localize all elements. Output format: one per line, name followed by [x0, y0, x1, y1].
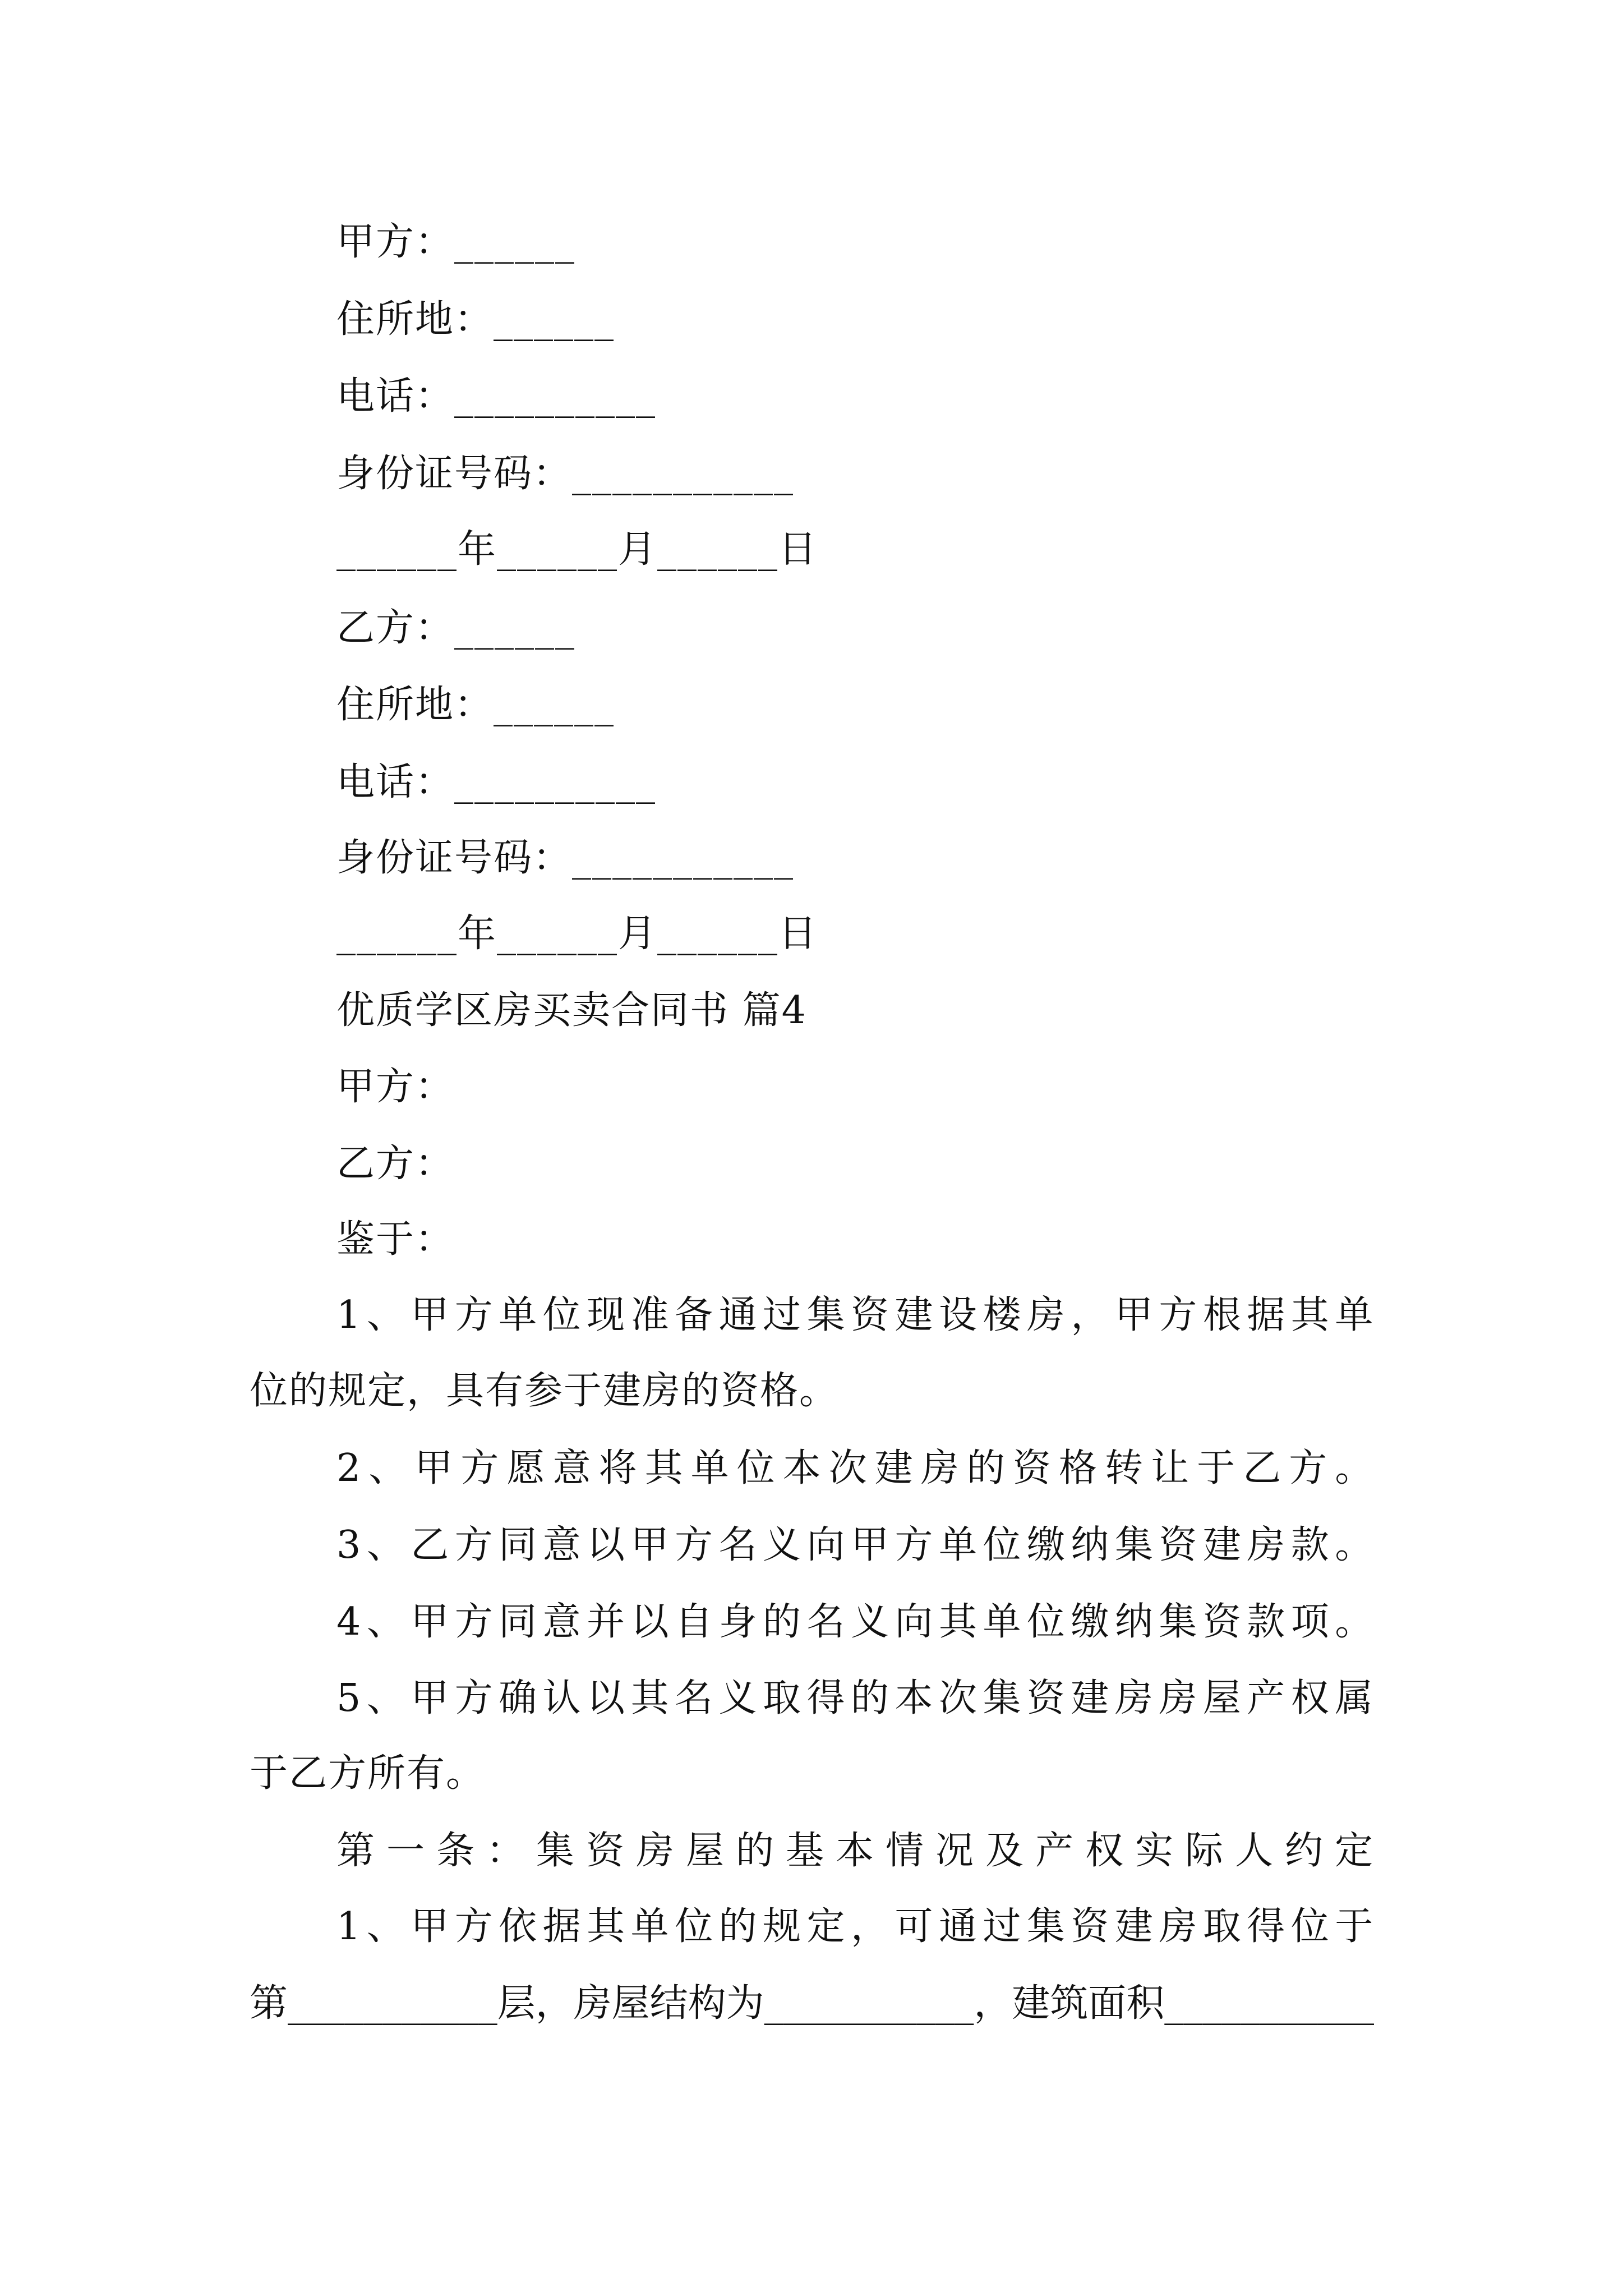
party-b-address-field: 住所地：______	[336, 683, 615, 727]
article-1-title: 第一条：集资房屋的基本情况及产权实际人约定	[336, 1829, 1385, 1873]
party-b-phone-field: 电话：__________	[336, 760, 657, 804]
party-b-name-field: 乙方：______	[336, 606, 576, 650]
party-b-id-field: 身份证号码：___________	[336, 836, 795, 880]
article-1-paragraph-1-line-2: 第___________层，房屋结构为___________，建筑面积___________	[250, 1981, 1375, 2026]
clause-5-line-1: 5、甲方确认以其名义取得的本次集资建房房屋产权属	[336, 1676, 1379, 1720]
clause-2: 2、甲方愿意将其单位本次建房的资格转让于乙方。	[336, 1446, 1381, 1490]
section-title: 优质学区房买卖合同书 篇4	[336, 988, 807, 1033]
party-a-label: 甲方：	[336, 1065, 455, 1109]
clause-5-line-2: 于乙方所有。	[250, 1751, 486, 1796]
clause-3: 3、乙方同意以甲方名义向甲方单位缴纳集资建房款。	[336, 1523, 1379, 1567]
party-a-id-field: 身份证号码：___________	[336, 452, 795, 496]
article-1-paragraph-1-line-1: 1、甲方依据其单位的规定，可通过集资建房取得位于	[336, 1904, 1379, 1949]
party-a-date-field: ______年______月______日	[336, 527, 818, 572]
party-b-date-field: ______年______月______日	[336, 912, 818, 956]
whereas-label: 鉴于：	[336, 1217, 455, 1262]
party-b-label: 乙方：	[336, 1142, 455, 1186]
party-a-phone-field: 电话：__________	[336, 374, 657, 418]
clause-1-line-2: 位的规定，具有参于建房的资格。	[250, 1369, 839, 1413]
clause-1-line-1: 1、甲方单位现准备通过集资建设楼房，甲方根据其单	[336, 1293, 1379, 1337]
clause-4: 4、甲方同意并以自身的名义向其单位缴纳集资款项。	[336, 1600, 1379, 1644]
party-a-address-field: 住所地：______	[336, 297, 615, 342]
party-a-name-field: 甲方：______	[336, 220, 576, 264]
